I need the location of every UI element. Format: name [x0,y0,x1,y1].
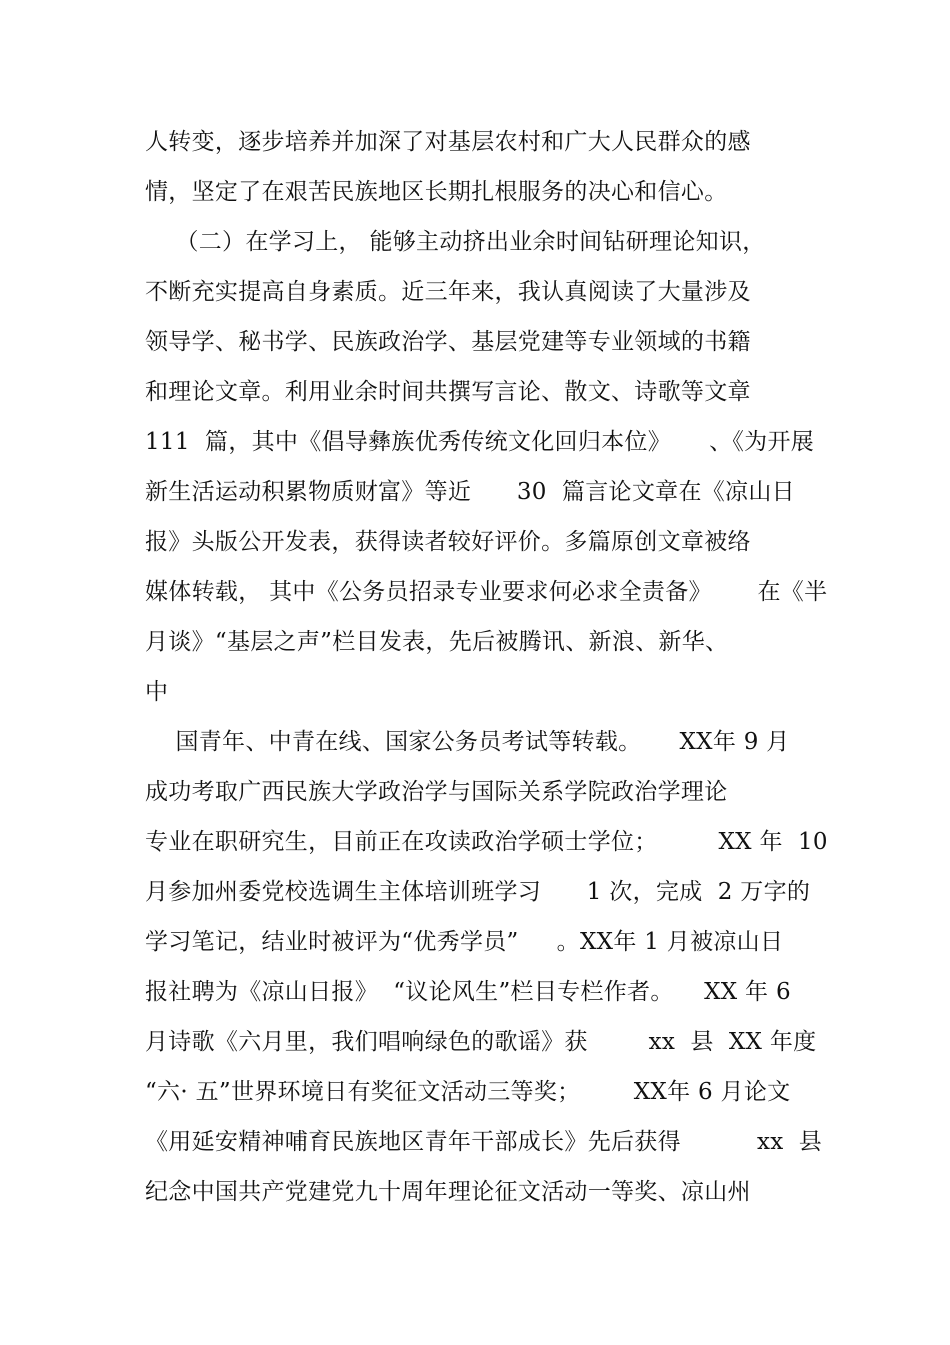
text-line: 月诗歌《六月里，我们唱响绿色的歌谣》获 xx 县 XX 年度 [145,1029,817,1055]
text-line: 国青年、中青在线、国家公务员考试等转载。 XX年 9 月 [145,729,790,755]
text-line: 月谈》“基层之声”栏目发表，先后被腾讯、新浪、新华、 [145,629,729,655]
text-line: 领导学、秘书学、民族政治学、基层党建等专业领域的书籍 [145,329,751,355]
text-line: 成功考取广西民族大学政治学与国际关系学院政治学理论 [145,779,728,805]
text-line: 和理论文章。利用业余时间共撰写言论、散文、诗歌等文章 [145,379,751,405]
text-line: 人转变，逐步培养并加深了对基层农村和广大人民群众的感 [145,129,751,155]
text-line: 中 [145,679,169,705]
text-line: 纪念中国共产党建党九十周年理论征文活动一等奖、凉山州 [145,1179,751,1205]
text-line: 不断充实提高自身素质。近三年来，我认真阅读了大量涉及 [145,279,751,305]
text-line: 专业在职研究生，目前正在攻读政治学硕士学位； XX 年 10 [145,829,828,855]
text-line: “六· 五”世界环境日有奖征文活动三等奖； XX年 6 月论文 [145,1079,791,1105]
text-line: 111 篇，其中《倡导彝族优秀传统文化回归本位》 、《为开展 [145,429,815,455]
text-line: 报社聘为《凉山日报》 “议论风生”栏目专栏作者。 XX 年 6 [145,979,791,1005]
text-line: 新生活运动积累物质财富》等近 30 篇言论文章在《凉山日 [145,479,795,505]
text-line: 媒体转载， 其中《公务员招录专业要求何必求全责备》 在《半 [145,579,828,605]
text-line: 报》头版公开发表，获得读者较好评价。多篇原创文章被络 [145,529,751,555]
text-line: 学习笔记，结业时被评为“优秀学员” 。XX年 1 月被凉山日 [145,929,784,955]
text-line: （二）在学习上， 能够主动挤出业余时间钻研理论知识， [145,229,766,255]
text-line: 《用延安精神哺育民族地区青年干部成长》先后获得 xx 县 [145,1129,823,1155]
text-line: 月参加州委党校选调生主体培训班学习 1 次，完成 2 万字的 [145,879,811,905]
text-line: 情，坚定了在艰苦民族地区长期扎根服务的决心和信心。 [145,179,728,205]
